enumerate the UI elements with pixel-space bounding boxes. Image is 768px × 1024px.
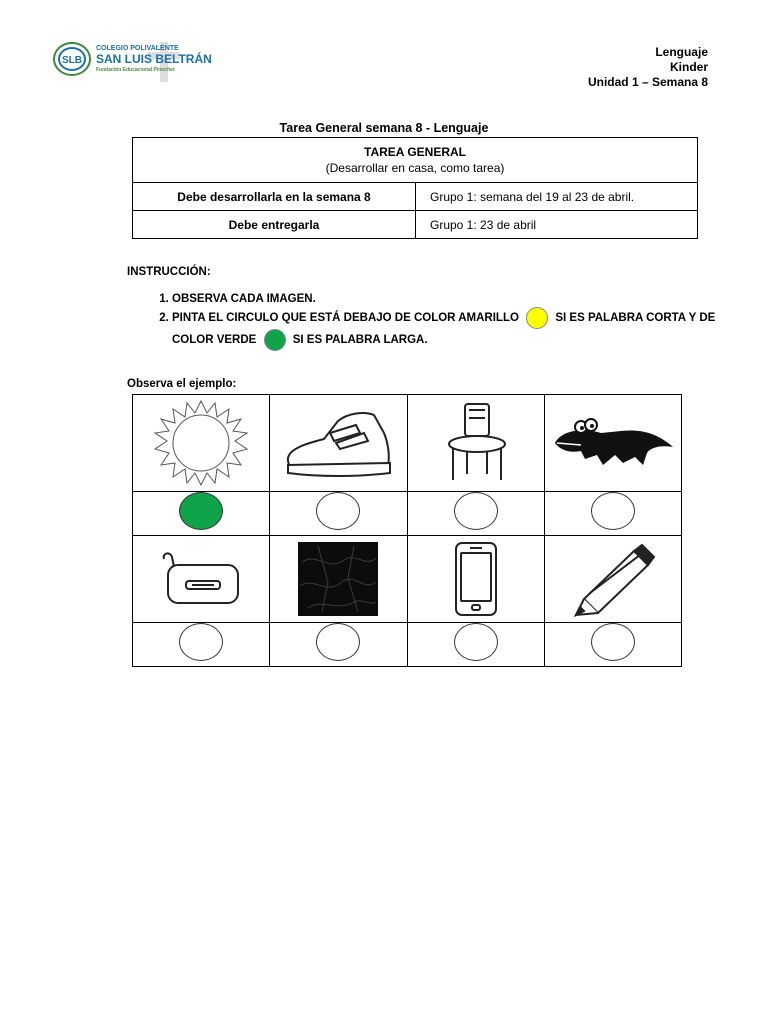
step-2 — [172, 307, 742, 351]
row1-value: Grupo 1: semana del 19 al 23 de abril. — [416, 183, 698, 211]
grid-cell — [270, 623, 407, 667]
example-label: Observa el ejemplo: — [127, 378, 237, 390]
pencil-icon — [568, 541, 658, 617]
grid-cell — [407, 623, 544, 667]
grid-cell — [133, 492, 270, 536]
grid-image-row-2 — [133, 536, 682, 623]
pencil-case-icon — [158, 549, 244, 609]
grid-cell — [270, 492, 407, 536]
grid-cell — [544, 623, 681, 667]
steps-list — [128, 291, 742, 351]
grid-circle-row-2 — [133, 623, 682, 667]
shoe-icon — [278, 403, 398, 483]
grid-cell — [133, 623, 270, 667]
answer-circle-green[interactable] — [179, 492, 223, 530]
picture-grid — [132, 394, 682, 667]
sun-icon — [153, 399, 249, 487]
row2-label: Debe entregarla — [133, 211, 416, 239]
answer-circle[interactable] — [591, 623, 635, 661]
logo-line-2: SAN LUIS BELTRÁN — [96, 52, 212, 66]
answer-circle[interactable] — [454, 492, 498, 530]
instruction-label: INSTRUCCIÓN: — [127, 266, 211, 278]
page-title: Tarea General semana 8 - Lenguaje — [279, 121, 489, 135]
step-2-text-b: SI ES PALABRA CORTA Y DE COLOR VERDE — [172, 312, 716, 347]
header-level: Kinder — [669, 60, 708, 74]
grid-cell — [407, 536, 544, 623]
svg-text:SLB: SLB — [62, 55, 82, 66]
row1-label: Debe desarrollarla en la semana 8 — [133, 183, 416, 211]
grid-cell — [544, 492, 681, 536]
green-dot-icon — [264, 329, 286, 351]
grid-cell — [133, 536, 270, 623]
grid-cell — [270, 395, 407, 492]
row2-value: Grupo 1: 23 de abril — [416, 211, 698, 239]
grid-circle-row-1 — [133, 492, 682, 536]
answer-circle[interactable] — [316, 623, 360, 661]
grid-cell — [133, 395, 270, 492]
answer-circle[interactable] — [591, 492, 635, 530]
logo-emblem-icon — [52, 40, 96, 80]
header-unit: Unidad 1 – Semana 8 — [587, 75, 708, 89]
step-1 — [172, 291, 742, 307]
answer-circle[interactable] — [316, 492, 360, 530]
info-subheading: (Desarrollar en casa, como tarea) — [325, 161, 505, 175]
logo-line-1: COLEGIO POLIVALENTE — [96, 45, 179, 52]
info-table-heading-cell — [133, 138, 698, 183]
grid-cell — [544, 536, 681, 623]
grid-cell — [270, 536, 407, 623]
step-1-text: OBSERVA CADA IMAGEN. — [172, 293, 316, 305]
step-2-text-c: SI ES PALABRA LARGA. — [292, 334, 428, 347]
yellow-dot-icon — [526, 307, 548, 329]
answer-circle[interactable] — [179, 623, 223, 661]
header-subject: Lenguaje — [655, 45, 708, 59]
crocodile-icon — [551, 413, 675, 473]
phone-icon — [452, 541, 500, 617]
info-heading: TAREA GENERAL — [364, 145, 466, 159]
step-2-text-a: PINTA EL CIRCULO QUE ESTÁ DEBAJO DE COLOR AMARILLO — [172, 312, 519, 325]
info-table — [132, 137, 698, 239]
logo-line-3: Fundación Educacional Pinochet — [96, 67, 175, 73]
answer-circle[interactable] — [454, 623, 498, 661]
chair-icon — [441, 400, 511, 486]
dark-texture-icon — [298, 542, 378, 616]
grid-cell — [544, 395, 681, 492]
grid-cell — [407, 492, 544, 536]
logo-text — [96, 45, 212, 74]
grid-image-row-1 — [133, 395, 682, 492]
grid-cell — [407, 395, 544, 492]
